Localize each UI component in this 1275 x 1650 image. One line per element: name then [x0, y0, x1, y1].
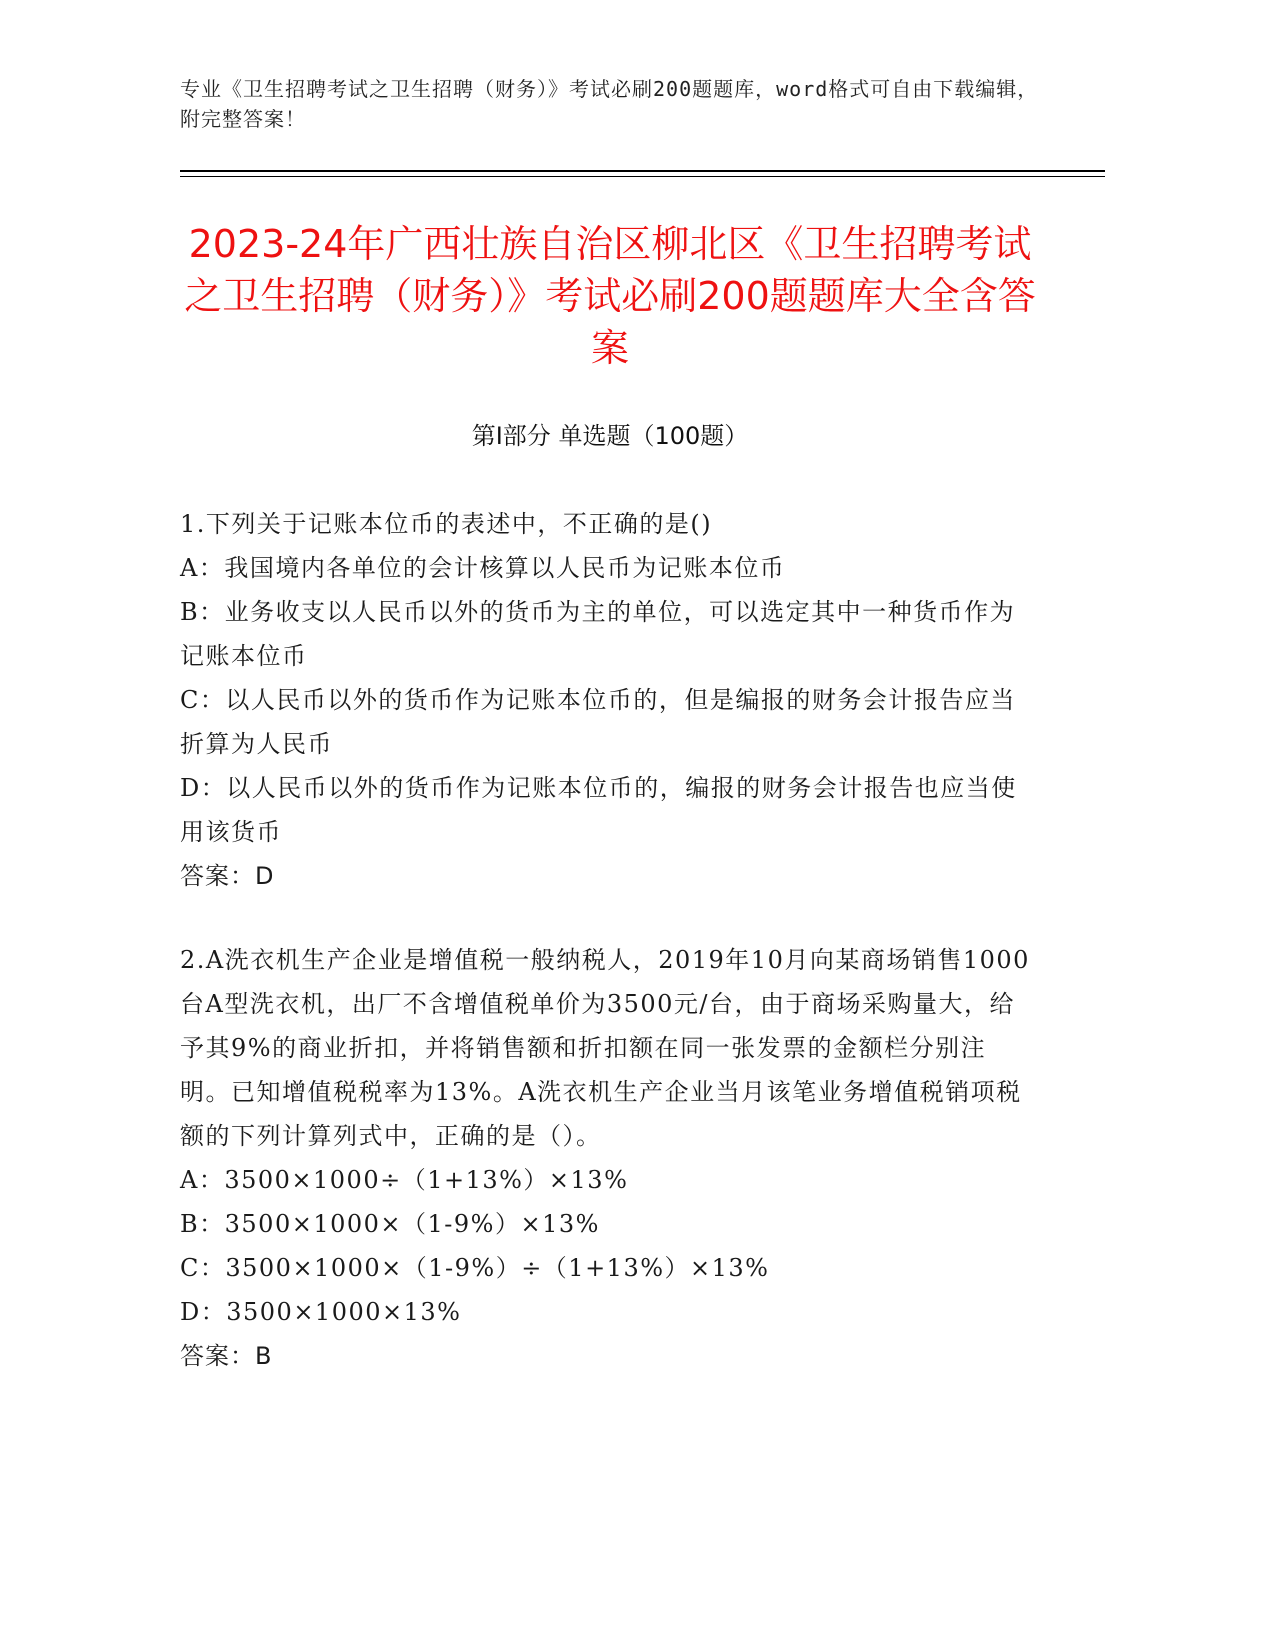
answer: 答案：B	[180, 1342, 273, 1370]
question-1	[180, 502, 1030, 898]
header-rule-thin	[180, 176, 1105, 177]
header-note: 专业《卫生招聘考试之卫生招聘（财务）》考试必刷200题题库，word格式可自由下载编辑，附完整答案！	[180, 77, 1039, 131]
header-rule-thick	[180, 170, 1105, 172]
question-stem: 1.下列关于记账本位币的表述中，不正确的是()	[180, 510, 713, 538]
answer: 答案：D	[180, 862, 275, 890]
option-b: B：业务收支以人民币以外的货币为主的单位，可以选定其中一种货币作为记账本位币	[180, 598, 1016, 670]
option-a: A：我国境内各单位的会计核算以人民币为记账本位币	[180, 554, 786, 582]
option-c: C：以人民币以外的货币作为记账本位币的，但是编报的财务会计报告应当折算为人民币	[180, 686, 1016, 758]
question-2	[180, 938, 1030, 1378]
option-a: A：3500×1000÷（1+13%）×13%	[180, 1166, 629, 1194]
option-d: D：以人民币以外的货币作为记账本位币的，编报的财务会计报告也应当使用该货币	[180, 774, 1017, 846]
option-c: C：3500×1000×（1-9%）÷（1+13%）×13%	[180, 1254, 770, 1282]
option-d: D：3500×1000×13%	[180, 1298, 462, 1326]
question-stem: 2.A洗衣机生产企业是增值税一般纳税人，2019年10月向某商场销售1000台A型洗衣机，出厂不含增值税单价为3500元/台，由于商场采购量大，给予其9%的商业折扣，并将销售额和折扣额在同一张发票的金额栏分别注明。已知增值税税率为13%。A洗衣机生产企业当月该笔业务增值税销项税额的下列计算列式中，正确的是（）。	[180, 946, 1030, 1150]
document-title: 2023-24年广西壮族自治区柳北区《卫生招聘考试之卫生招聘（财务）》考试必刷200题题库大全含答案	[184, 222, 1036, 370]
option-b: B：3500×1000×（1-9%）×13%	[180, 1210, 600, 1238]
section-title: 第I部分 单选题（100题）	[471, 422, 749, 450]
